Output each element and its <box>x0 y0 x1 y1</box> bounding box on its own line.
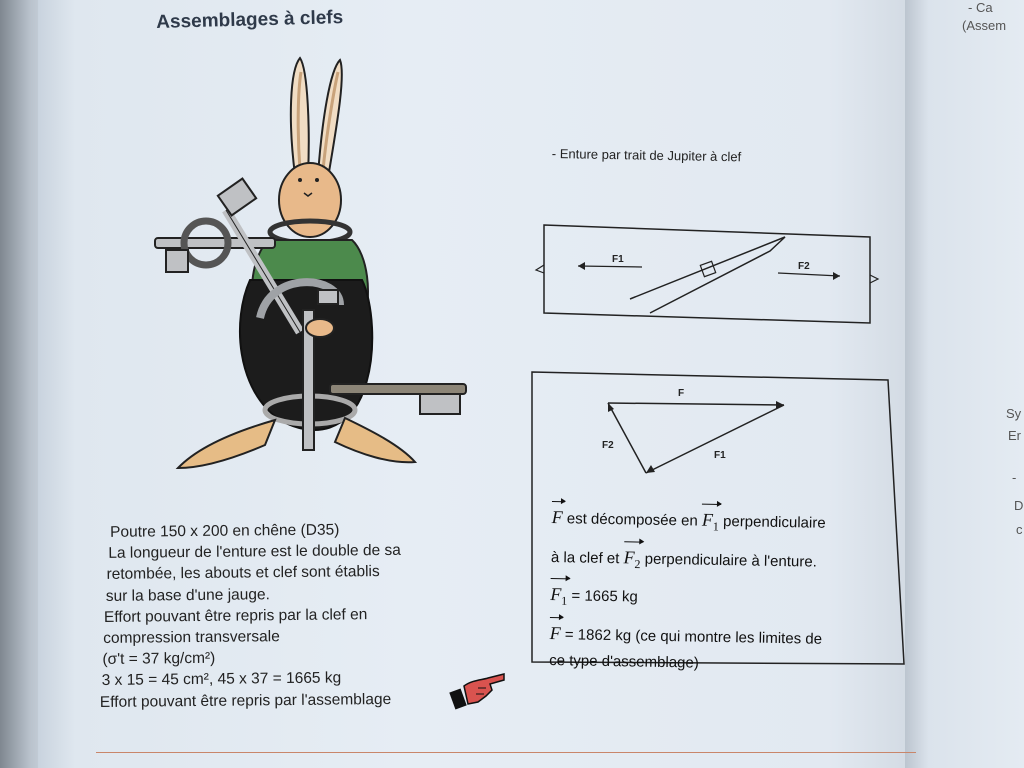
force-label-f: F <box>678 388 685 399</box>
explanation-line: ce type d'assemblage) <box>549 651 699 672</box>
vector-f: F <box>551 500 563 532</box>
force-label-f1: F1 <box>714 450 726 461</box>
explanation-line: F = 1862 kg (ce qui montre les limites de <box>549 616 910 656</box>
description-line: (σ't = 37 kg/cm²) <box>102 649 216 669</box>
explanation-line: à la clef et $F_2$ perpendiculaire à l'enture. <box>551 539 912 584</box>
right-page-fragment: Er <box>1008 428 1021 443</box>
right-page-fragment: c <box>1016 522 1023 537</box>
footer-rule <box>96 752 916 753</box>
rabbit-keys-illustration <box>140 50 480 480</box>
right-page-fragment: - Ca <box>968 0 993 15</box>
description-line: compression transversale <box>103 628 280 647</box>
explanation-line: $F_1 = 1665$ kg <box>550 577 911 622</box>
right-page-fragment: Sy <box>1006 406 1022 421</box>
force-label-f1: F1 <box>612 254 624 265</box>
right-page-fragment: D <box>1014 498 1024 513</box>
book-page-right <box>905 0 1024 768</box>
description-line: Effort pouvant être repris par l'assemblage <box>99 690 392 711</box>
vector-f1: $F_1$ <box>550 577 568 616</box>
explanation-line: F est décomposée en $F_1$ perpendiculaire <box>551 500 912 545</box>
diagram-subtitle: - Enture par trait de Jupiter à clef <box>551 146 742 165</box>
force-label-f2: F2 <box>602 440 614 451</box>
page-title: Assemblages à clefs <box>156 7 344 33</box>
pointing-hand-icon <box>448 668 508 718</box>
joint-diagram <box>530 215 885 335</box>
right-page-fragment: - <box>1012 470 1017 485</box>
description-line: 3 x 15 = 45 cm², 45 x 37 = 1665 kg <box>101 669 342 690</box>
beam-description <box>98 518 460 713</box>
force-explanation <box>549 500 912 678</box>
description-line: Effort pouvant être repris par la clef en <box>103 605 368 626</box>
description-line: Poutre 150 x 200 en chêne (D35) <box>110 521 340 541</box>
force-label-f2: F2 <box>798 261 810 272</box>
vector-f2: $F_2$ <box>623 540 641 579</box>
right-page-fragment: (Assem <box>962 18 1007 33</box>
description-line: La longueur de l'enture est le double de sa <box>108 542 401 563</box>
vector-f: F <box>549 616 561 648</box>
description-line: sur la base d'une jauge. <box>105 585 270 605</box>
description-line: retombée, les abouts et clef sont établis <box>106 563 380 584</box>
vector-f1: $F_1$ <box>702 503 720 542</box>
